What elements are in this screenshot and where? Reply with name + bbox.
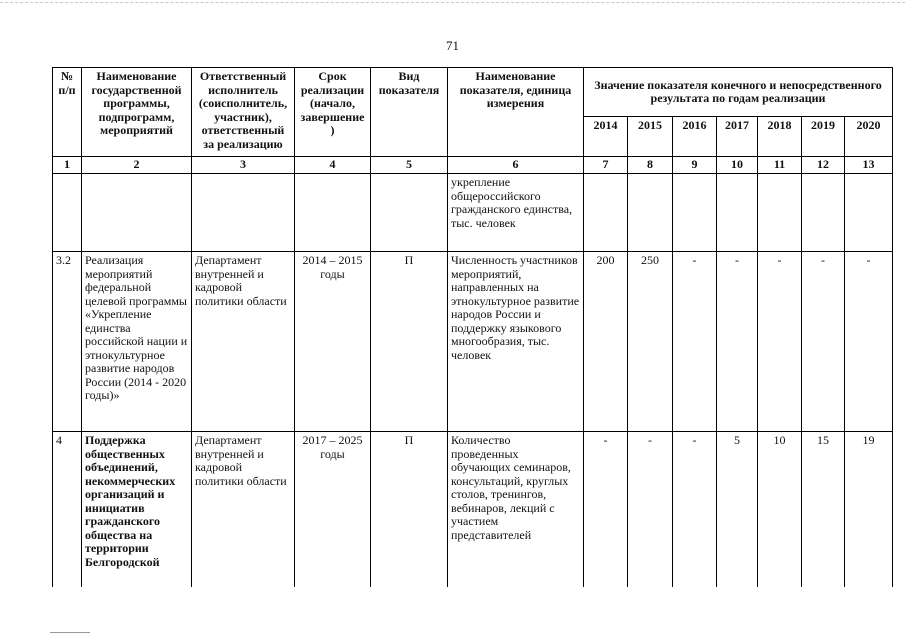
column-number: 7 [584, 157, 628, 174]
page-number: 71 [446, 38, 459, 53]
header-responsible: Ответственный исполнитель (соисполнитель, участник), ответственный за реализацию [192, 68, 295, 157]
row-value [717, 174, 758, 252]
row-value: - [802, 252, 845, 432]
row-responsible: Департамент внутренней и кадровой политики области [192, 252, 295, 432]
bottom-rule [50, 632, 90, 633]
row-value: 250 [628, 252, 673, 432]
row-num: 4 [53, 432, 82, 587]
column-number: 13 [845, 157, 893, 174]
header-year: 2016 [673, 117, 717, 157]
row-value: 200 [584, 252, 628, 432]
table-row [53, 252, 893, 432]
header-year: 2018 [758, 117, 802, 157]
table-row [53, 432, 893, 587]
row-value: - [845, 252, 893, 432]
header-term: Срок реализации (начало, завершение ) [295, 68, 371, 157]
program-indicators-table [52, 67, 893, 587]
row-indicator-type: П [371, 432, 448, 587]
row-name [82, 174, 192, 252]
header-year: 2017 [717, 117, 758, 157]
row-num [53, 174, 82, 252]
row-value [628, 174, 673, 252]
header-values-group: Значение показателя конечного и непосредственного результата по годам реализации [584, 68, 893, 117]
row-value: - [717, 252, 758, 432]
row-term: 2014 – 2015 годы [295, 252, 371, 432]
column-number: 11 [758, 157, 802, 174]
column-number: 1 [53, 157, 82, 174]
column-number: 10 [717, 157, 758, 174]
header-year: 2019 [802, 117, 845, 157]
row-indicator-name: укрепление общероссийского гражданского единства, тыс. человек [448, 174, 584, 252]
column-number-row [53, 157, 893, 174]
row-indicator-type [371, 174, 448, 252]
header-num: № п/п [53, 68, 82, 157]
row-value [584, 174, 628, 252]
header-year: 2020 [845, 117, 893, 157]
header-year: 2015 [628, 117, 673, 157]
column-number: 12 [802, 157, 845, 174]
column-number: 2 [82, 157, 192, 174]
row-value: - [758, 252, 802, 432]
row-value: 5 [717, 432, 758, 587]
row-name: Реализация мероприятий федеральной целевой программы «Укрепление единства российской нации и этнокультурное развитие народов России (2014 - 2020 годы)» [82, 252, 192, 432]
row-value [845, 174, 893, 252]
row-value: - [584, 432, 628, 587]
table-row [53, 174, 893, 252]
row-name: Поддержка общественных объединений, некоммерческих организаций и инициатив гражданского общества на территории Белгородской [82, 432, 192, 587]
row-value: - [628, 432, 673, 587]
header-name: Наименование государственной программы, подпрограмм, мероприятий [82, 68, 192, 157]
row-value [758, 174, 802, 252]
top-rule [0, 2, 905, 4]
header-year: 2014 [584, 117, 628, 157]
header-row-main [53, 68, 893, 117]
header-indicator-name: Наименование показателя, единица измерения [448, 68, 584, 157]
column-number: 9 [673, 157, 717, 174]
row-term: 2017 – 2025 годы [295, 432, 371, 587]
header-indicator-type: Вид показателя [371, 68, 448, 157]
row-value: - [673, 252, 717, 432]
row-num: 3.2 [53, 252, 82, 432]
column-number: 4 [295, 157, 371, 174]
row-value: 19 [845, 432, 893, 587]
row-value: 10 [758, 432, 802, 587]
row-indicator-name: Численность участников мероприятий, направленных на этнокультурное развитие народов России и поддержку языкового многообразия, тыс. человек [448, 252, 584, 432]
row-term [295, 174, 371, 252]
row-responsible [192, 174, 295, 252]
column-number: 8 [628, 157, 673, 174]
row-indicator-name: Количество проведенных обучающих семинаров, консультаций, круглых столов, тренингов, вебинаров, лекций с участием представителей [448, 432, 584, 587]
row-responsible: Департамент внутренней и кадровой политики области [192, 432, 295, 587]
row-value: 15 [802, 432, 845, 587]
column-number: 5 [371, 157, 448, 174]
column-number: 6 [448, 157, 584, 174]
row-indicator-type: П [371, 252, 448, 432]
row-value [802, 174, 845, 252]
row-value: - [673, 432, 717, 587]
column-number: 3 [192, 157, 295, 174]
row-value [673, 174, 717, 252]
